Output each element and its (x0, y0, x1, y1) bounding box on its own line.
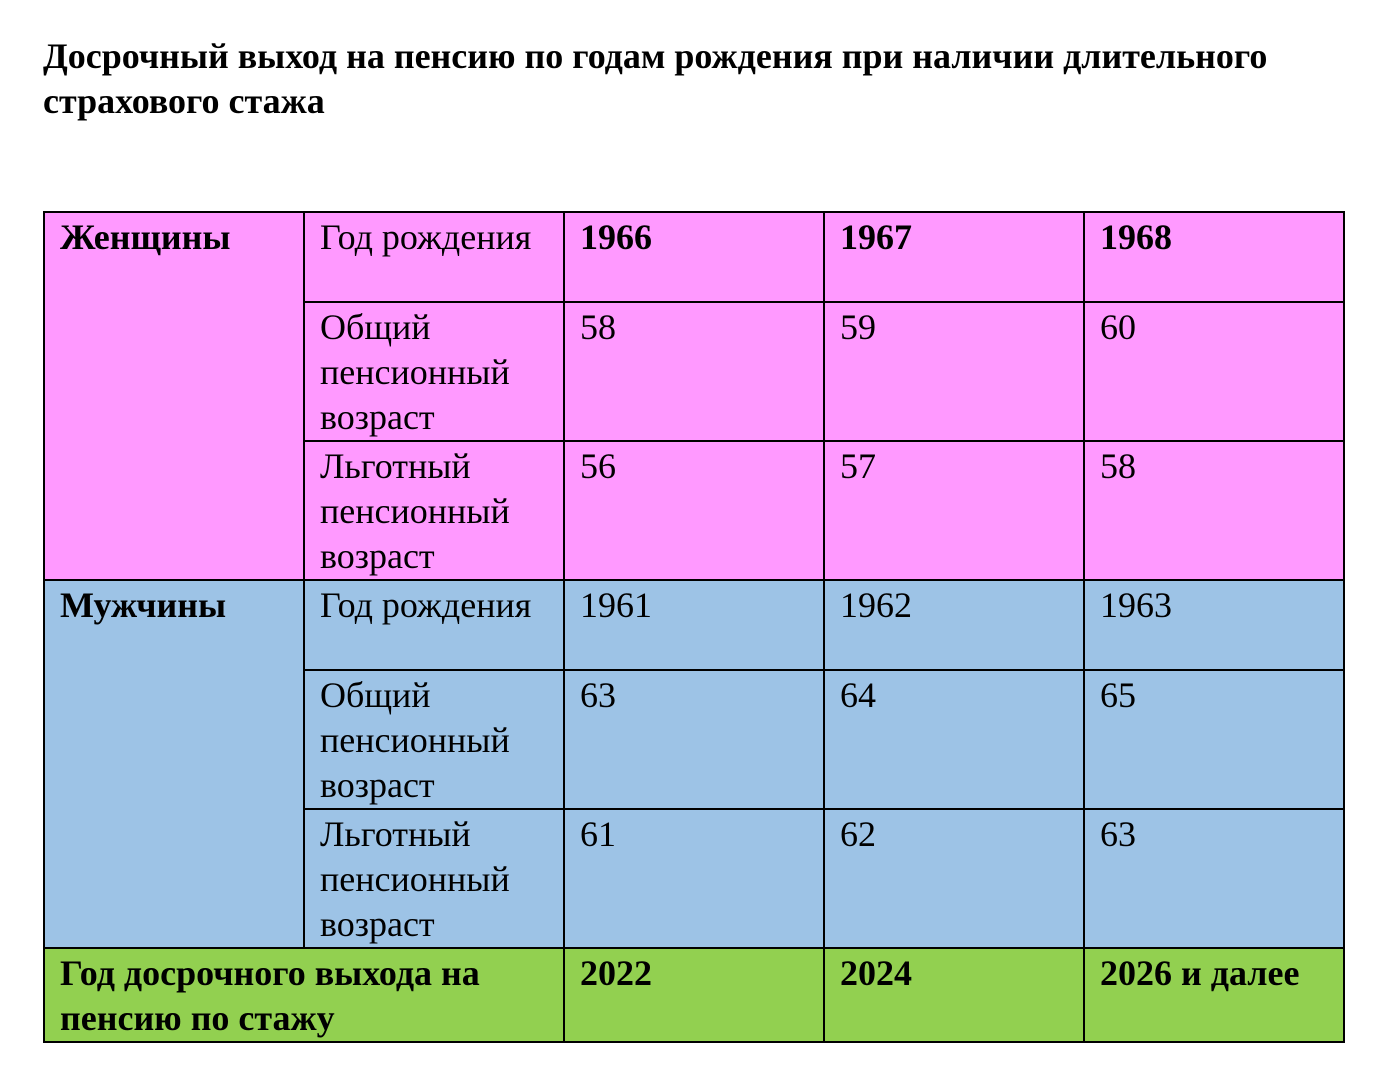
early-retirement-year-1: 2022 (564, 948, 824, 1042)
page-title: Досрочный выход на пенсию по годам рождения при наличии длительного страхового стажа (43, 36, 1268, 121)
men-general-age-label: Общий пенсионный возраст (304, 670, 564, 809)
women-group-label: Женщины (44, 212, 304, 580)
women-birth-year-2: 1967 (824, 212, 1084, 302)
men-group-label: Мужчины (44, 580, 304, 948)
women-general-age-2: 59 (824, 302, 1084, 441)
early-retirement-year-row (44, 948, 1344, 1042)
early-retirement-year-3: 2026 и далее (1084, 948, 1344, 1042)
men-birth-year-label: Год рождения (304, 580, 564, 670)
women-birth-year-label: Год рождения (304, 212, 564, 302)
men-privileged-age-2: 62 (824, 809, 1084, 948)
men-birth-year-3: 1963 (1084, 580, 1344, 670)
women-privileged-age-label: Льготный пенсионный возраст (304, 441, 564, 580)
men-privileged-age-label: Льготный пенсионный возраст (304, 809, 564, 948)
women-birth-year-1: 1966 (564, 212, 824, 302)
women-birth-year-row (44, 212, 1344, 302)
pension-table (43, 211, 1345, 1043)
men-birth-year-1: 1961 (564, 580, 824, 670)
men-birth-year-row (44, 580, 1344, 670)
women-privileged-age-1: 56 (564, 441, 824, 580)
men-birth-year-2: 1962 (824, 580, 1084, 670)
women-privileged-age-3: 58 (1084, 441, 1344, 580)
men-general-age-1: 63 (564, 670, 824, 809)
early-retirement-year-label: Год досрочного выхода на пенсию по стажу (44, 948, 564, 1042)
women-general-age-label: Общий пенсионный возраст (304, 302, 564, 441)
women-birth-year-3: 1968 (1084, 212, 1344, 302)
women-general-age-1: 58 (564, 302, 824, 441)
women-general-age-3: 60 (1084, 302, 1344, 441)
men-privileged-age-1: 61 (564, 809, 824, 948)
men-privileged-age-3: 63 (1084, 809, 1344, 948)
men-general-age-3: 65 (1084, 670, 1344, 809)
early-retirement-year-2: 2024 (824, 948, 1084, 1042)
women-privileged-age-2: 57 (824, 441, 1084, 580)
men-general-age-2: 64 (824, 670, 1084, 809)
